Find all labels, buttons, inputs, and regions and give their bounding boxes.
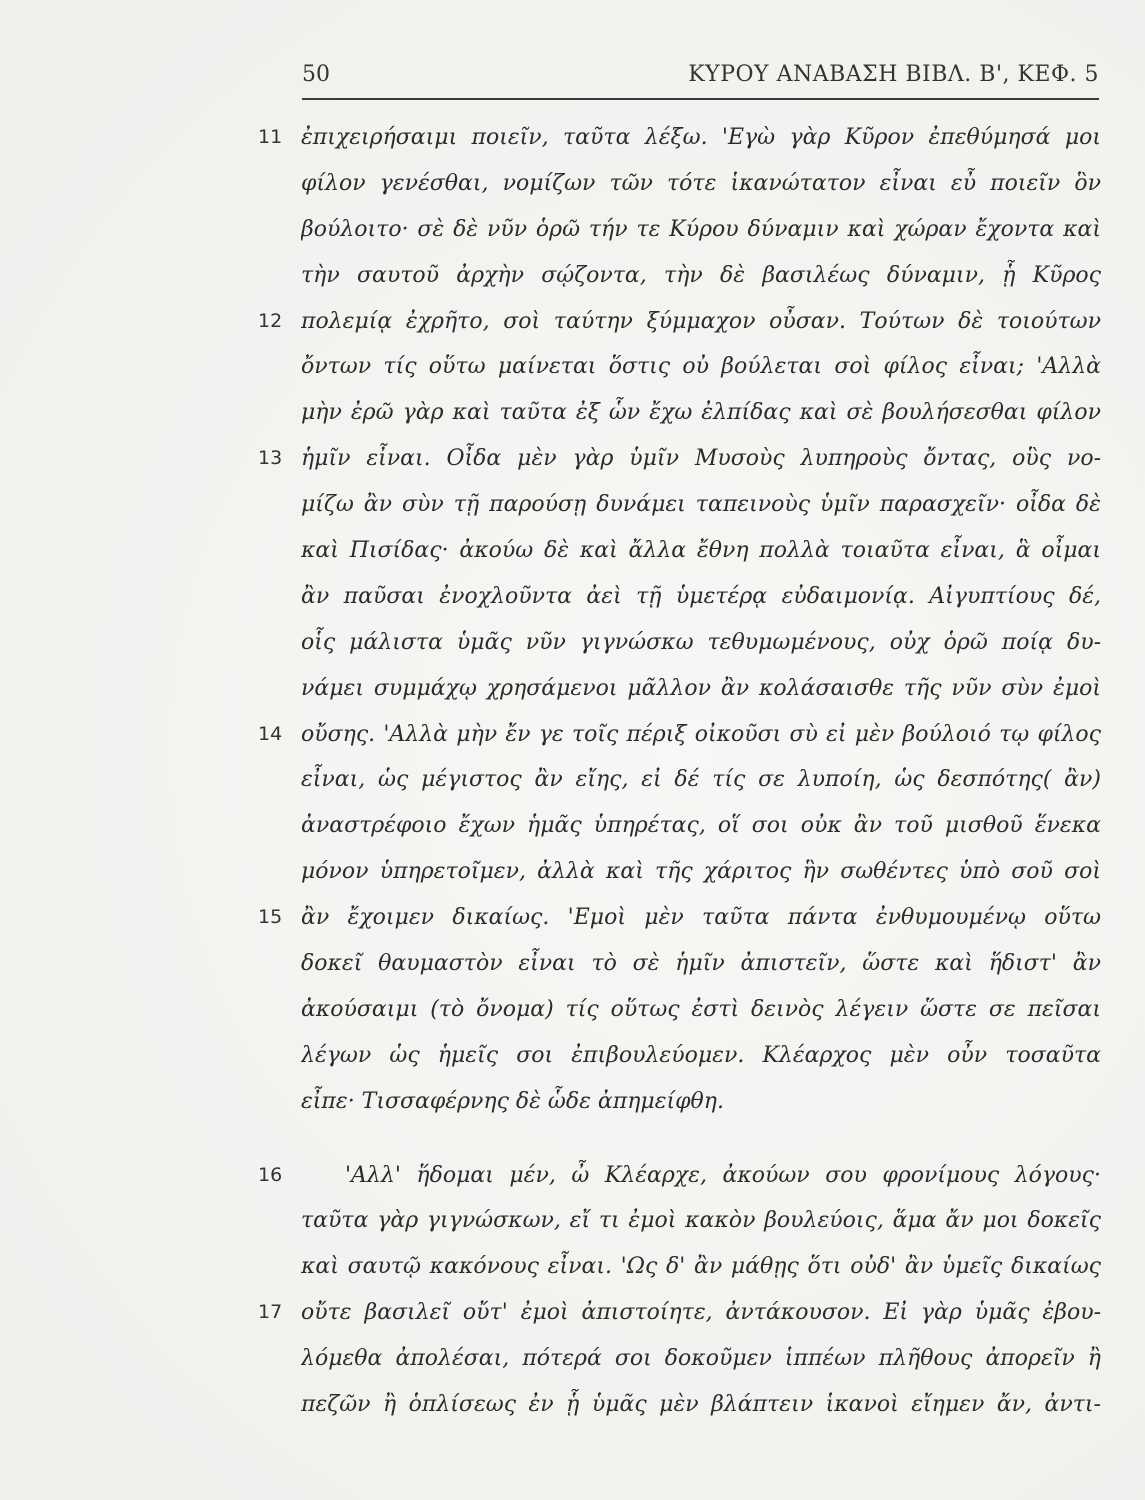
line-text: βούλοιτο· σὲ δὲ νῦν ὁρῶ τήν τε Κύρου δύναμιν καὶ χώραν ἔχοντα καὶ [301,216,1101,242]
page-header [302,62,1099,98]
section-number: 14 [258,722,283,745]
line-text: εἶπε· Τισσαφέρνης δὲ ὧδε ἀπημείφθη. [301,1088,724,1114]
line-text: λόμεθα ἀπολέσαι, πότερά σοι δοκοῦμεν ἱππέων πλῆθους ἀπορεῖν ἢ [301,1346,1101,1372]
line-text: ἂν ἔχοιμεν δικαίως. 'Εμοὶ μὲν ταῦτα πάντα ἐνθυμουμένῳ οὕτω [301,905,1101,931]
line-text: μόνον ὑπηρετοῖμεν, ἀλλὰ καὶ τῆς χάριτος ἣν σωθέντες ὑπὸ σοῦ σοὶ [301,859,1101,885]
line-text: ἀκούσαιμι (τὸ ὄνομα) τίς οὕτως ἐστὶ δεινὸς λέγειν ὥστε σε πεῖσαι [301,996,1101,1022]
line-text: οἷς μάλιστα ὑμᾶς νῦν γιγνώσκω τεθυμωμένους, οὐχ ὁρῶ ποίᾳ δυ- [301,629,1101,655]
text-line [0,168,1145,214]
text-line [0,856,1145,902]
text-line [0,260,1145,306]
line-text: καὶ σαυτῷ κακόνους εἶναι. 'Ως δ' ἂν μάθῃς ὅτι οὐδ' ἂν ὑμεῖς δικαίως [301,1254,1101,1280]
line-text: 'Αλλ' ἥδομαι μέν, ὦ Κλέαρχε, ἀκούων σου φρονίμους λόγους· [345,1162,1101,1188]
text-line [0,1389,1145,1435]
text-line [0,948,1145,994]
line-text: ἀναστρέφοιο ἔχων ἡμᾶς ὑπηρέτας, οἵ σοι οὐκ ἂν τοῦ μισθοῦ ἕνεκα [301,813,1101,839]
text-line [0,351,1145,397]
text-line [0,902,1145,948]
page-number: 50 [302,62,330,87]
text-line [0,306,1145,352]
line-text: καὶ Πισίδας· ἀκούω δὲ καὶ ἄλλα ἔθνη πολλὰ τοιαῦτα εἶναι, ἃ οἶμαι [301,538,1101,564]
section-number: 17 [258,1301,283,1324]
header-rule [302,98,1099,100]
line-text: πεζῶν ἢ ὁπλίσεως ἐν ᾗ ὑμᾶς μὲν βλάπτειν ἱκανοὶ εἴημεν ἄν, ἀντι- [301,1392,1101,1418]
section-number: 12 [258,309,283,332]
section-number: 11 [258,126,283,148]
line-text: ἂν παῦσαι ἐνοχλοῦντα ἀεὶ τῇ ὑμετέρᾳ εὐδαιμονίᾳ. Αἰγυπτίους δέ, [301,583,1101,609]
running-head: ΚΥΡΟΥ ΑΝΑΒΑΣΗ ΒΙΒΛ. Β', ΚΕΦ. 5 [688,62,1099,87]
text-line [0,810,1145,856]
text-line [0,1251,1145,1297]
text-line [0,581,1145,627]
line-text: ἐπιχειρήσαιμι ποιεῖν, ταῦτα λέξω. 'Εγὼ γὰρ Κῦρον ἐπεθύμησά μοι [301,125,1101,150]
line-text: νάμει συμμάχῳ χρησάμενοι μᾶλλον ἂν κολάσαισθε τῆς νῦν σὺν ἐμοὶ [301,675,1101,701]
text-line [0,1343,1145,1389]
text-line [0,673,1145,719]
section-number: 13 [258,447,283,470]
text-line [0,1086,1145,1132]
text-line [0,535,1145,581]
text-line [0,214,1145,260]
line-text: οὔσης. 'Αλλὰ μὴν ἔν γε τοῖς πέριξ οἰκοῦσι σὺ εἰ μὲν βούλοιό τῳ φίλος [301,721,1101,747]
text-line [0,994,1145,1040]
text-line [0,1205,1145,1251]
text-line [0,627,1145,673]
text-line [0,122,1145,168]
line-text: ταῦτα γὰρ γιγνώσκων, εἴ τι ἐμοὶ κακὸν βουλεύοις, ἅμα ἄν μοι δοκεῖς [301,1208,1101,1234]
line-text: μίζω ἂν σὺν τῇ παρούσῃ δυνάμει ταπεινοὺς ὑμῖν παρασχεῖν· οἶδα δὲ [301,492,1101,518]
text-line [0,489,1145,535]
line-text: ἡμῖν εἶναι. Οἶδα μὲν γὰρ ὑμῖν Μυσοὺς λυπηροὺς ὄντας, οὓς νο- [301,446,1101,472]
line-text: φίλον γενέσθαι, νομίζων τῶν τότε ἱκανώτατον εἶναι εὖ ποιεῖν ὃν [301,170,1101,196]
text-line [0,764,1145,810]
line-text: ὄντων τίς οὕτω μαίνεται ὅστις οὐ βούλεται σοὶ φίλος εἶναι; 'Αλλὰ [301,354,1101,380]
line-text: δοκεῖ θαυμαστὸν εἶναι τὸ σὲ ἡμῖν ἀπιστεῖν, ὥστε καὶ ἥδιστ' ἂν [301,951,1101,977]
text-line [0,1040,1145,1086]
line-text: λέγων ὡς ἡμεῖς σοι ἐπιβουλεύομεν. Κλέαρχος μὲν οὖν τοσαῦτα [301,1042,1101,1068]
line-text: πολεμίᾳ ἐχρῆτο, σοὶ ταύτην ξύμμαχον οὖσαν. Τούτων δὲ τοιούτων [301,308,1101,334]
line-text: μὴν ἐρῶ γὰρ καὶ ταῦτα ἐξ ὧν ἔχω ἐλπίδας καὶ σὲ βουλήσεσθαι φίλον [301,400,1101,426]
section-number: 15 [258,906,283,929]
line-text: οὔτε βασιλεῖ οὔτ' ἐμοὶ ἀπιστοίητε, ἀντάκουσον. Εἰ γὰρ ὑμᾶς ἐβου- [301,1300,1101,1326]
text-line [0,443,1145,489]
text-line [0,1160,1145,1206]
line-text: τὴν σαυτοῦ ἀρχὴν σῴζοντα, τὴν δὲ βασιλέως δύναμιν, ᾗ Κῦρος [301,262,1101,288]
section-number: 16 [258,1163,283,1186]
text-line [0,1297,1145,1343]
text-line [0,397,1145,443]
greek-text-body [0,122,1145,1435]
text-line [0,719,1145,765]
line-text: εἶναι, ὡς μέγιστος ἂν εἴης, εἰ δέ τίς σε λυποίη, ὡς δεσπότης( ἂν) [301,767,1101,793]
